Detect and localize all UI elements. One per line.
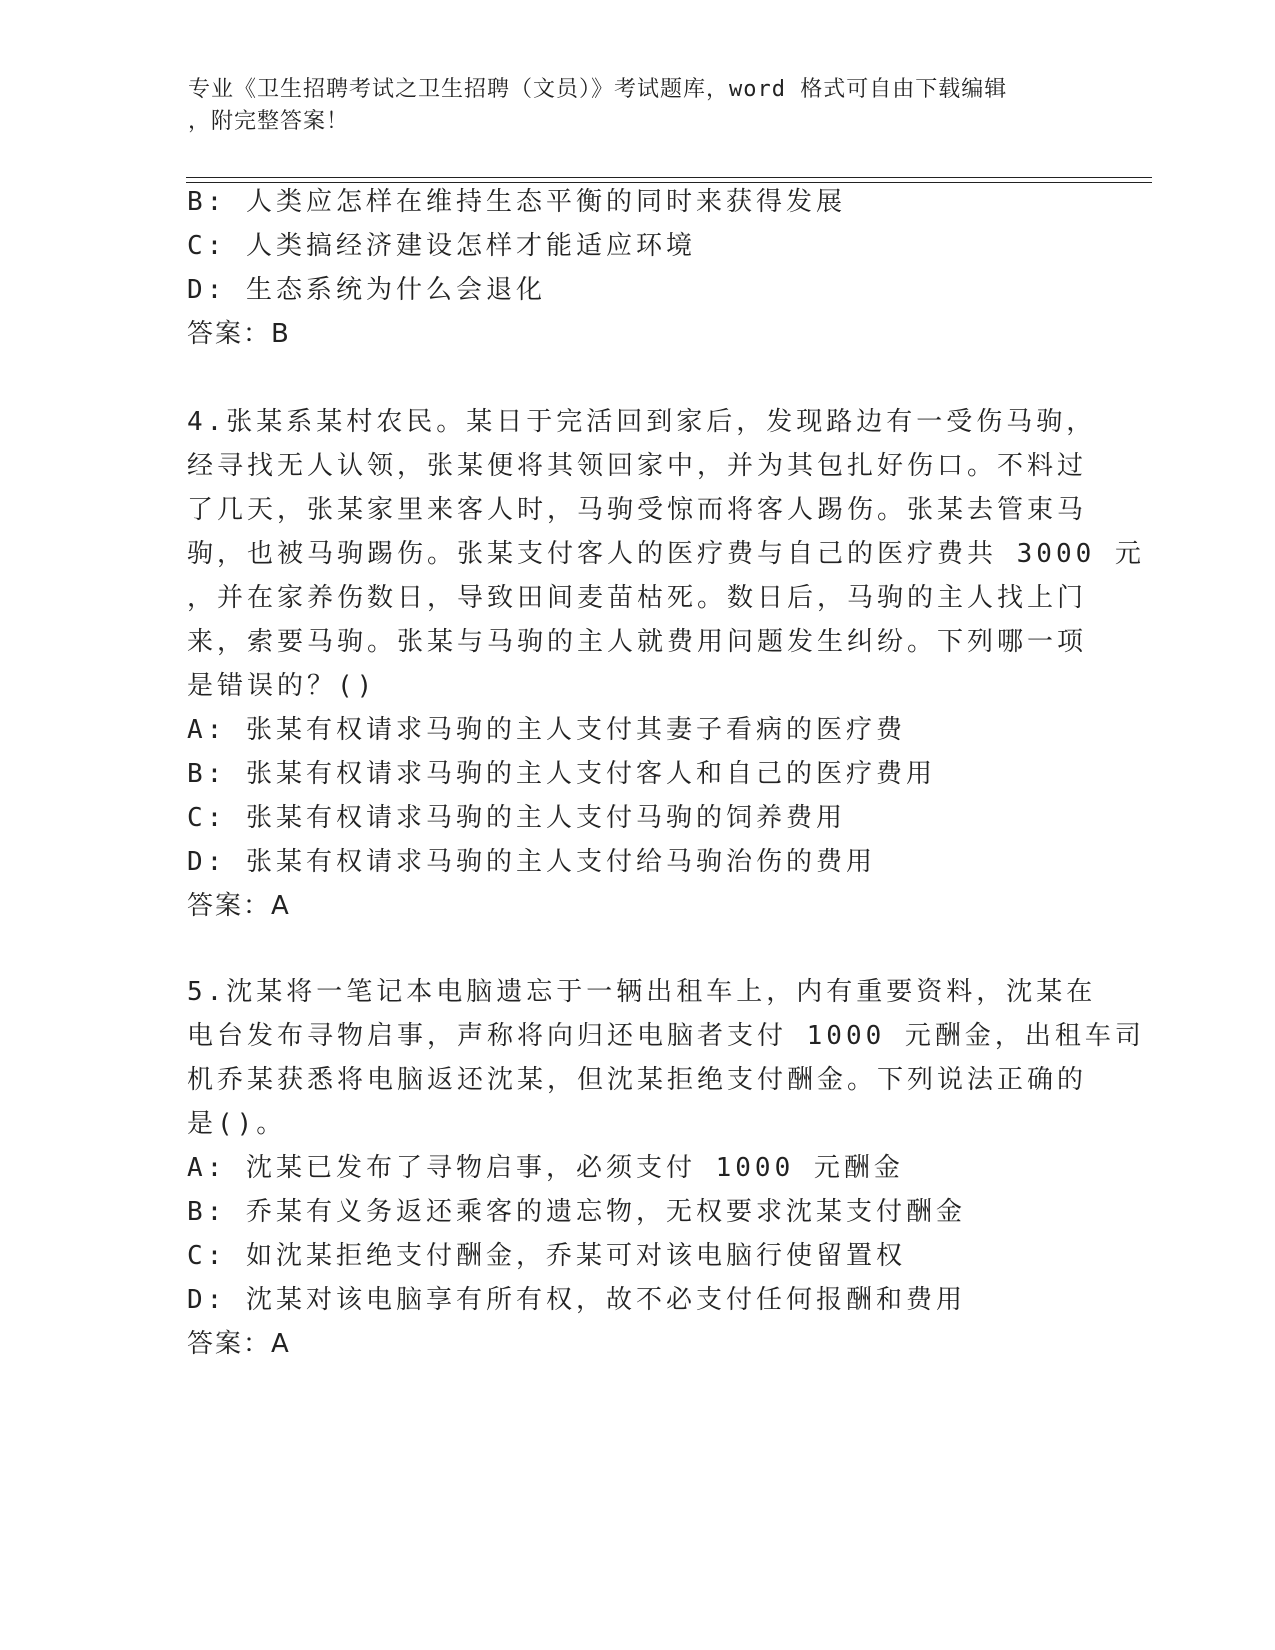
q4-stem-line-6: 来，索要马驹。张某与马驹的主人就费用问题发生纠纷。下列哪一项 [187, 627, 1088, 657]
q4-stem-line-3: 了几天，张某家里来客人时，马驹受惊而将客人踢伤。张某去管束马 [187, 495, 1088, 525]
q4-option-d: D: 张某有权请求马驹的主人支付给马驹治伤的费用 [187, 847, 876, 877]
q3-option-d: D: 生态系统为什么会退化 [187, 275, 546, 305]
q3-answer: 答案：B [187, 319, 291, 349]
q5-option-b: B: 乔某有义务返还乘客的遗忘物，无权要求沈某支付酬金 [187, 1197, 966, 1227]
header-line-2: ，附完整答案！ [188, 109, 350, 134]
header-line-1: 专业《卫生招聘考试之卫生招聘（文员）》考试题库，word 格式可自由下载编辑 [188, 77, 1008, 102]
q4-stem-line-1: 4.张某系某村农民。某日于完活回到家后，发现路边有一受伤马驹， [187, 407, 1097, 437]
q5-stem-line-2: 电台发布寻物启事，声称将向归还电脑者支付 1000 元酬金，出租车司 [187, 1021, 1145, 1051]
page-header [188, 74, 1068, 138]
q5-stem-line-3: 机乔某获悉将电脑返还沈某，但沈某拒绝支付酬金。下列说法正确的 [187, 1065, 1088, 1095]
header-divider-top [186, 177, 1152, 178]
q4-stem-line-2: 经寻找无人认领，张某便将其领回家中，并为其包扎好伤口。不料过 [187, 451, 1088, 481]
q5-answer: 答案：A [187, 1329, 291, 1359]
q4-option-b: B: 张某有权请求马驹的主人支付客人和自己的医疗费用 [187, 759, 936, 789]
q4-option-c: C: 张某有权请求马驹的主人支付马驹的饲养费用 [187, 803, 846, 833]
q5-option-d: D: 沈某对该电脑享有所有权，故不必支付任何报酬和费用 [187, 1285, 966, 1315]
q4-answer: 答案：A [187, 891, 291, 921]
q5-stem-line-1: 5.沈某将一笔记本电脑遗忘于一辆出租车上，内有重要资料，沈某在 [187, 977, 1097, 1007]
q5-stem-line-4: 是()。 [187, 1109, 287, 1139]
q4-stem-line-5: ，并在家养伤数日，导致田间麦苗枯死。数日后，马驹的主人找上门 [187, 583, 1088, 613]
q5-option-a: A: 沈某已发布了寻物启事，必须支付 1000 元酬金 [187, 1153, 904, 1183]
q4-stem-line-4: 驹，也被马驹踢伤。张某支付客人的医疗费与自己的医疗费共 3000 元 [187, 539, 1145, 569]
q5-option-c: C: 如沈某拒绝支付酬金，乔某可对该电脑行使留置权 [187, 1241, 906, 1271]
q4-stem-line-7: 是错误的？() [187, 671, 377, 701]
q3-option-b: B: 人类应怎样在维持生态平衡的同时来获得发展 [187, 187, 846, 217]
q4-option-a: A: 张某有权请求马驹的主人支付其妻子看病的医疗费 [187, 715, 906, 745]
q3-option-c: C: 人类搞经济建设怎样才能适应环境 [187, 231, 696, 261]
